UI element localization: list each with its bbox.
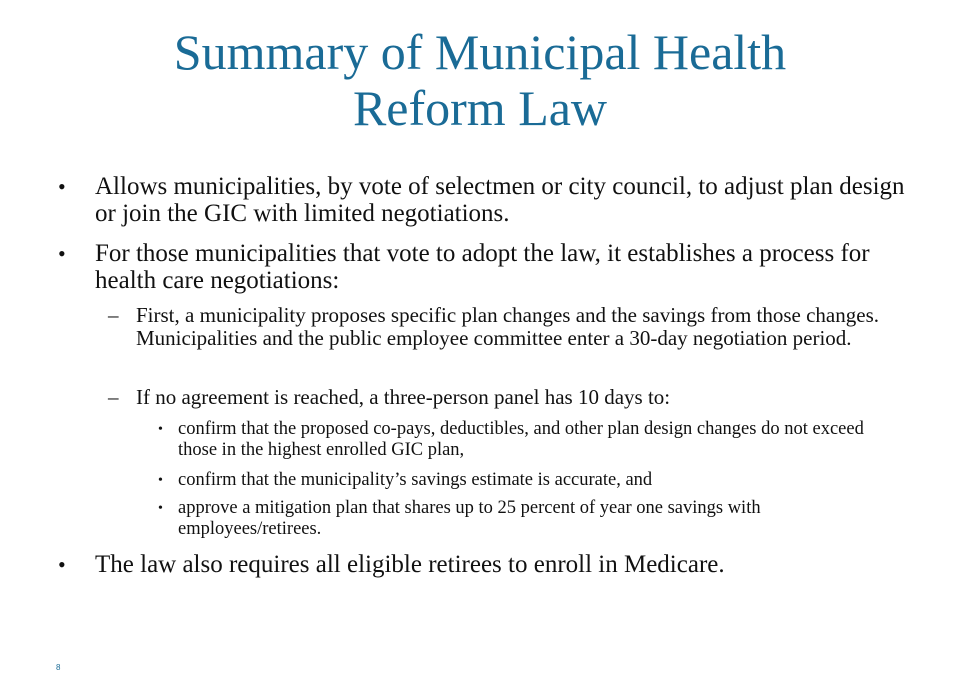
sub-sub-bullet-text: approve a mitigation plan that shares up to 25 percent of year one savings with employees/retirees.	[178, 498, 761, 539]
slide-title-line-2: Reform Law	[352, 80, 608, 136]
bullet-item	[58, 551, 908, 578]
sub-sub-bullet-text: confirm that the municipality’s savings estimate is accurate, and	[178, 470, 653, 490]
bullet-text: Allows municipalities, by vote of selectmen or city council, to adjust plan design or join the GIC with limited negotiations.	[95, 173, 905, 227]
sub-sub-bullet-item	[158, 470, 898, 491]
bullet-text: For those municipalities that vote to adopt the law, it establishes a process for health care negotiations:	[95, 240, 870, 294]
dash-marker: –	[108, 303, 119, 327]
sub-bullet-item	[108, 304, 908, 350]
sub-bullet-item	[108, 386, 908, 409]
bullet-marker: •	[158, 501, 163, 516]
sub-bullet-text: If no agreement is reached, a three-person panel has 10 days to:	[136, 385, 671, 409]
bullet-item	[58, 240, 908, 294]
sub-bullet-text: First, a municipality proposes specific plan changes and the savings from those changes. Municipalities and the public employee committee enter a 30-day negotiation period.	[136, 303, 879, 350]
bullet-marker: •	[158, 473, 163, 488]
slide-title	[0, 24, 960, 136]
bullet-item	[58, 173, 908, 227]
bullet-text: The law also requires all eligible retirees to enroll in Medicare.	[95, 551, 725, 578]
dash-marker: –	[108, 385, 119, 409]
bullet-marker: •	[58, 552, 66, 577]
bullet-marker: •	[158, 422, 163, 437]
page-number: 8	[56, 663, 61, 672]
sub-sub-bullet-text: confirm that the proposed co-pays, deductibles, and other plan design changes do not exceed those in the highest enrolled GIC plan,	[178, 419, 864, 460]
bullet-marker: •	[58, 174, 66, 199]
slide-title-line-1: Summary of Municipal Health	[173, 24, 787, 80]
sub-sub-bullet-item	[158, 419, 898, 461]
bullet-marker: •	[58, 241, 66, 266]
sub-sub-bullet-item	[158, 498, 898, 540]
